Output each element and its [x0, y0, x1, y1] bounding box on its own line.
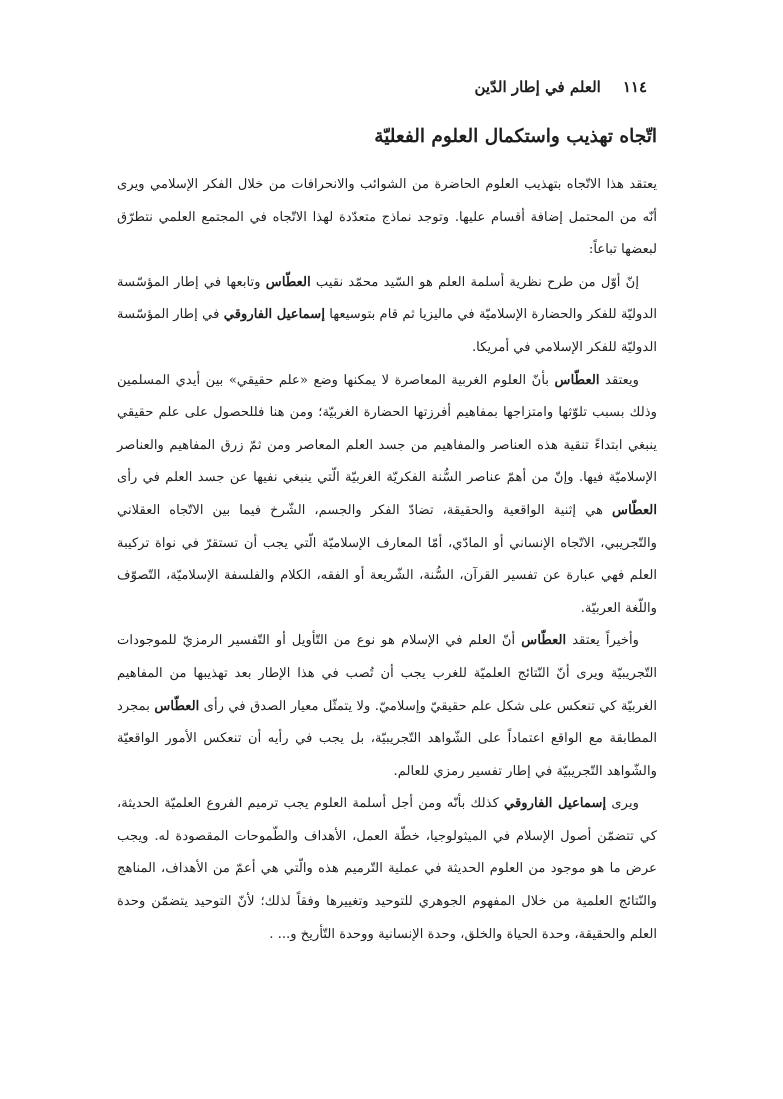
paragraph-attas-symbolic — [117, 625, 657, 788]
paragraph-text: أنّ العلم في الإسلام هو نوع من التّأويل أو التّفسير الرمزيّ للموجودات التّجريبيّة ويرى أنّ النّتائج العلميّة للغرب يجب أن تُصب في هذا الإطار بعد تهذيبها من المفاهيم الغربيّة كي تنعكس على شكل علم حقيقيّ وإسلاميّ. ولا يتمثّل معيار الصدق في رأى — [117, 633, 657, 714]
section-title: اتّجاه تهذيب واستكمال العلوم الفعليّة — [374, 126, 657, 147]
paragraph-attas-view — [117, 365, 657, 626]
paragraph-attas-origin — [117, 267, 657, 365]
author-name: العطّاس — [265, 274, 311, 290]
paragraph-text: كذلك بأنّه ومن أجل أسلمة العلوم يجب ترميم الفروع العلميّة الحديثة، كي تتضمّن أصول الإسلام في الميثولوجيا، خطّة العمل، الأهداف والطّموحات المقصودة له. ويجب عرض ما هو موجود من العلوم الحديثة في عملية التّرميم هذه والّتي هي أعمّ من الأهداف، المناهج والنّتائج العلمية من خلال المفهوم الجوهري للتوحيد وتغييرها وفقاً لذلك؛ لأنّ التوحيد يتضمّن وحدة العلم والحقيقة، وحدة الحياة والخلق، وحدة الإنسانية ووحدة التّأريخ و... . — [117, 796, 657, 942]
body-text — [117, 169, 657, 951]
paragraph-text: وأخيراً يعتقد — [566, 633, 640, 649]
paragraph-faruqi — [117, 788, 657, 951]
paragraph-text: إنّ أوّل من طرح نظرية أسلمة العلم هو السّيد محمّد نقيب — [310, 274, 639, 290]
paragraph-text: ويعتقد — [599, 372, 640, 388]
paragraph-text: في إطار المؤسّسة الدوليّة للفكر الإسلامي في أمريكا. — [117, 307, 657, 355]
author-name: العطّاس — [521, 633, 567, 649]
paragraph-text: وتابعها في إطار المؤسّسة الدوليّة للفكر والحضارة الإسلاميّة في ماليزيا ثم قام بتوسيعها — [117, 274, 658, 323]
running-header — [127, 76, 647, 98]
paragraph-text: بمجرد المطابقة مع الواقع اعتماداً على الشّواهد التّجريبيّة، بل يجب في رأيه أن تنعكس الأمور الواقعيّة والشّواهد التّجريبيّة في إطار تفسير رمزي للعالم. — [117, 698, 657, 779]
paragraph-intro: يعتقد هذا الاتّجاه بتهذيب العلوم الحاضرة من الشوائب والانحرافات من خلال الفكر الإسلامي ويرى أنّه من المحتمل إضافة أقسام عليها. وتوجد نماذج متعدّدة لهذا الاتّجاه في المجتمع العلمي نتطرّق لبعضها تباعاً: — [117, 177, 657, 258]
paragraph-text: ويرى — [606, 796, 639, 812]
author-name: العطّاس — [154, 698, 200, 714]
running-title: العلم في إطار الدّين — [474, 78, 601, 96]
author-name: العطّاس — [612, 502, 657, 518]
author-name: العطّاس — [554, 372, 600, 388]
author-name: إسماعيل الفاروقي — [504, 796, 607, 812]
author-name: إسماعيل الفاروقي — [223, 307, 326, 323]
page-number: ١١٤ — [622, 78, 647, 96]
paragraph-text: بأنّ العلوم الغربية المعاصرة لا يمكنها وضع «علم حقيقي» بين أيدي المسلمين وذلك بسبب تلوّثها وامتزاجها بمفاهيم أفرزتها الحضارة الغربيّة؛ ومن هنا فللحصول على علم حقيقي ينبغي ابتداءً تنقية هذه العناصر والمفاهيم من جسد العلم المعاصر ومن ثمّ زرق المفاهيم والعناصر الإسلاميّة فيها. وإنّ من أهمّ عناصر السُّنة الفكريّة الغربيّة الّتي ينبغي نفيها عن جسد العلم في رأى — [117, 372, 657, 486]
paragraph-text: هي إثنية الواقعية والحقيقة، تضادّ الفكر والجسم، الشّرخ فيما بين الاتّجاه العقلاني والتّجريبي، الاتّجاه الإنساني أو المادّي، أمّا المعارف الإسلاميّة الّتي يجب أن تستقرّ في نواة تركيبة العلم فهي عبارة عن تفسير القرآن، السُّنة، الشّريعة أو الفقه، الكلام والفلسفة الإسلاميّة، التّصوّف واللّغة العربيّة. — [117, 502, 657, 616]
